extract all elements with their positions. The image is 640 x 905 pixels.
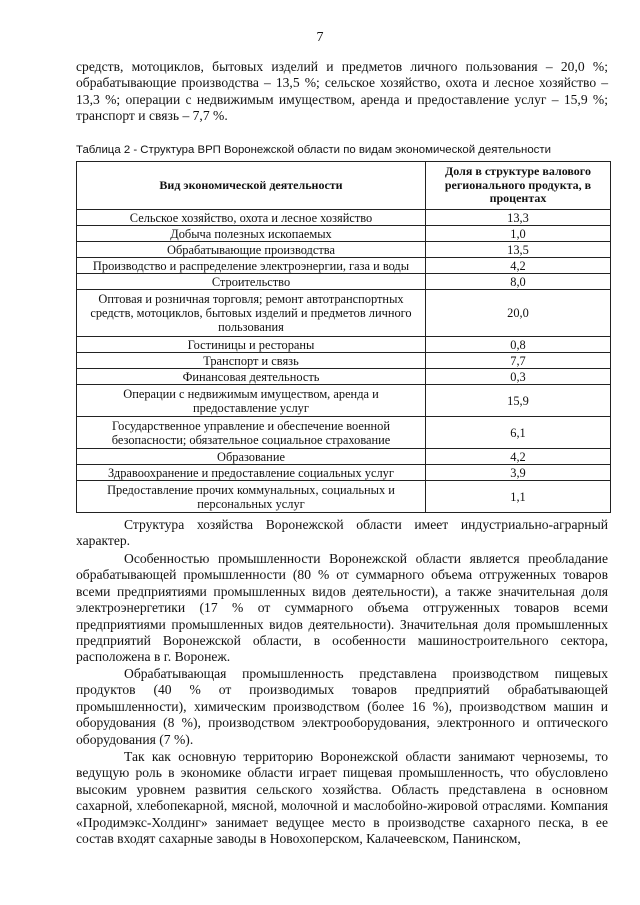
- table-row: [77, 274, 611, 290]
- activity-cell: Здравоохранение и предоставление социальных услуг: [77, 465, 426, 481]
- activity-cell: Образование: [77, 449, 426, 465]
- activity-cell: Производство и распределение электроэнергии, газа и воды: [77, 258, 426, 274]
- share-cell: 7,7: [426, 353, 611, 369]
- column-header-activity: Вид экономической деятельности: [77, 162, 426, 210]
- table-row: [77, 449, 611, 465]
- activity-cell: Государственное управление и обеспечение военной безопасности; обязательное социальное страхование: [77, 417, 426, 449]
- activity-cell: Оптовая и розничная торговля; ремонт автотранспортных средств, мотоциклов, бытовых изделий и предметов личного пользования: [77, 290, 426, 337]
- activity-cell: Операции с недвижимым имуществом, аренда и предоставление услуг: [77, 385, 426, 417]
- share-cell: 8,0: [426, 274, 611, 290]
- activity-cell: Предоставление прочих коммунальных, социальных и персональных услуг: [77, 481, 426, 513]
- intro-line: транспорт и связь – 7,7 %.: [76, 108, 228, 124]
- intro-line: 13,3 %; операции с недвижимым имуществом, аренда и предоставление услуг – 15,9 %;: [76, 91, 608, 107]
- table-row: [77, 290, 611, 337]
- table-row: [77, 242, 611, 258]
- body-paragraph: Так как основную территорию Воронежской области занимают черноземы, то ведущую роль в экономике области играет пищевая промышленность, что обусловлено высоким уровнем развития сельского хозяйства. Область представлена в основном сахарной, хлебопекарной, мясной, молочной и маслобойно-жировой отраслями. Компания «Продимэкс-Холдинг» занимает ведущее место в производстве сахарного песка, в ее состав входят сахарные заводы в Новохоперском, Калачеевском, Панинском,: [76, 749, 608, 847]
- body-paragraph: Обрабатывающая промышленность представлена производством пищевых продуктов (40 % от производимых товаров предприятий обрабатывающей промышленности), химическим производством (более 16 %), производством машин и оборудования (8 %), производством электрооборудования, электронного и оптического оборудования (7 %).: [76, 666, 608, 747]
- table-row: [77, 385, 611, 417]
- activity-cell: Добыча полезных ископаемых: [77, 226, 426, 242]
- intro-line: обрабатывающие производства – 13,5 %; сельское хозяйство, охота и лесное хозяйство –: [76, 75, 608, 91]
- share-cell: 4,2: [426, 258, 611, 274]
- share-cell: 13,3: [426, 210, 611, 226]
- share-cell: 0,8: [426, 337, 611, 353]
- share-cell: 13,5: [426, 242, 611, 258]
- column-header-share: Доля в структуре валового регионального продукта, в процентах: [426, 162, 611, 210]
- intro-paragraph: [76, 59, 608, 125]
- share-cell: 1,0: [426, 226, 611, 242]
- intro-line: средств, мотоциклов, бытовых изделий и предметов личного пользования – 20,0 %;: [76, 59, 608, 74]
- table-row: [77, 369, 611, 385]
- table-caption: Таблица 2 - Структура ВРП Воронежской области по видам экономической деятельности: [76, 144, 551, 156]
- activity-cell: Гостиницы и рестораны: [77, 337, 426, 353]
- activity-cell: Строительство: [77, 274, 426, 290]
- activity-cell: Финансовая деятельность: [77, 369, 426, 385]
- page-number: 7: [316, 30, 324, 45]
- body-paragraph: Структура хозяйства Воронежской области имеет индустриально-аграрный характер.: [76, 517, 608, 549]
- activity-cell: Обрабатывающие производства: [77, 242, 426, 258]
- table-row: [77, 465, 611, 481]
- share-cell: 4,2: [426, 449, 611, 465]
- share-cell: 3,9: [426, 465, 611, 481]
- table-row: [77, 353, 611, 369]
- share-cell: 20,0: [426, 290, 611, 337]
- table-row: [77, 226, 611, 242]
- table-row: [77, 258, 611, 274]
- table-row: [77, 210, 611, 226]
- table-row: [77, 337, 611, 353]
- share-cell: 1,1: [426, 481, 611, 513]
- activity-cell: Транспорт и связь: [77, 353, 426, 369]
- grp-structure-table: [76, 161, 611, 513]
- activity-cell: Сельское хозяйство, охота и лесное хозяйство: [77, 210, 426, 226]
- share-cell: 6,1: [426, 417, 611, 449]
- share-cell: 0,3: [426, 369, 611, 385]
- table-row: [77, 481, 611, 513]
- body-paragraph: Особенностью промышленности Воронежской области является преобладание обрабатывающей промышленности (80 % от суммарного объема отгруженных товаров всеми предприятиями промышленных видов деятельности), а также значительная доля электроэнергетики (17 % от суммарного объема отгруженных товаров всеми предприятиями промышленных видов деятельности). Значительная доля промышленных предприятий Воронежской области, в особенности машиностроительного сектора, расположена в г. Воронеж.: [76, 551, 608, 665]
- share-cell: 15,9: [426, 385, 611, 417]
- table-row: [77, 417, 611, 449]
- table-header-row: [77, 162, 611, 210]
